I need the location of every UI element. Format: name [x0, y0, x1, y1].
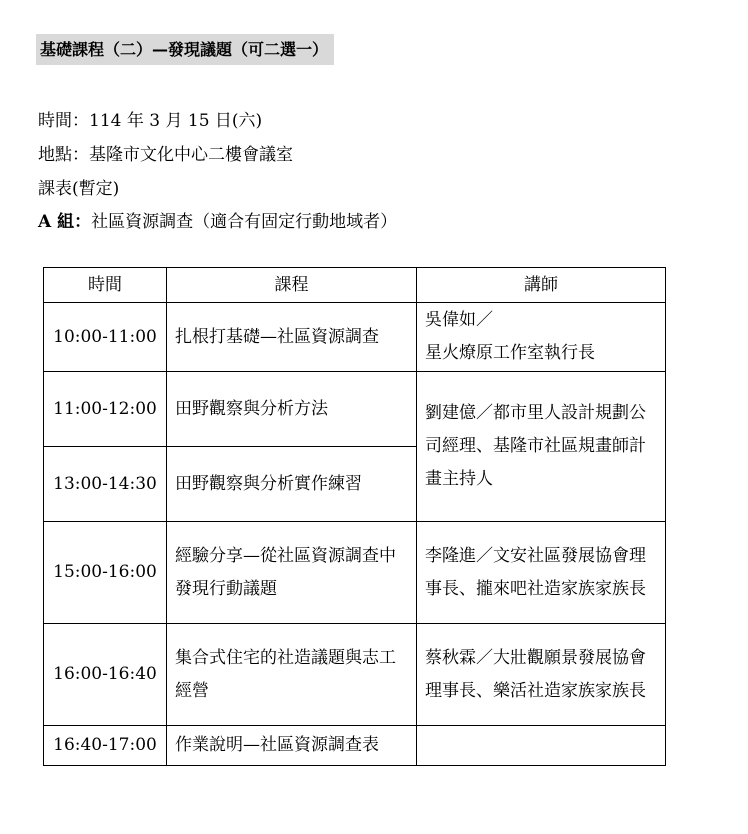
group-prefix: A 組：	[38, 212, 92, 232]
row-teacher: 蔡秋霖／大壯觀願景發展協會理事長、樂活社造家族家族長	[417, 624, 666, 726]
row-course: 扎根打基礎—社區資源調查	[167, 303, 417, 372]
section-heading: 基礎課程（二）—發現議題（可二選一）	[36, 34, 334, 65]
schedule-table	[43, 267, 666, 766]
group-line	[38, 211, 397, 233]
row-time: 16:00-16:40	[44, 624, 167, 726]
row-time: 10:00-11:00	[44, 303, 167, 372]
time-line: 時間：114 年 3 月 15 日(六)	[38, 111, 263, 131]
table-row	[44, 372, 666, 447]
row-course: 集合式住宅的社造議題與志工經營	[167, 624, 417, 726]
row-time: 11:00-12:00	[44, 372, 167, 447]
row-course: 作業說明—社區資源調查表	[167, 726, 417, 766]
table-row	[44, 522, 666, 624]
header-course: 課程	[167, 268, 417, 303]
row-course: 田野觀察與分析方法	[167, 372, 417, 447]
table-row	[44, 303, 666, 372]
table-header-row	[44, 268, 666, 303]
table-row	[44, 624, 666, 726]
schedule-label: 課表(暫定)	[38, 179, 120, 199]
row-time: 16:40-17:00	[44, 726, 167, 766]
row-teacher: 劉建億／都市里人設計規劃公司經理、基隆市社區規畫師計畫主持人	[417, 372, 666, 522]
row-teacher: 吳偉如／ 星火燎原工作室執行長	[417, 303, 666, 372]
row-time: 15:00-16:00	[44, 522, 167, 624]
header-time: 時間	[44, 268, 167, 303]
table-row	[44, 726, 666, 766]
row-course: 田野觀察與分析實作練習	[167, 447, 417, 522]
row-teacher: 李隆進／文安社區發展協會理事長、攏來吧社造家族家族長	[417, 522, 666, 624]
row-teacher	[417, 726, 666, 766]
group-title: 社區資源調查（適合有固定行動地域者）	[91, 212, 398, 232]
row-course: 經驗分享—從社區資源調查中發現行動議題	[167, 522, 417, 624]
place-line: 地點：基隆市文化中心二樓會議室	[38, 145, 293, 165]
header-teacher: 講師	[417, 268, 666, 303]
row-time: 13:00-14:30	[44, 447, 167, 522]
